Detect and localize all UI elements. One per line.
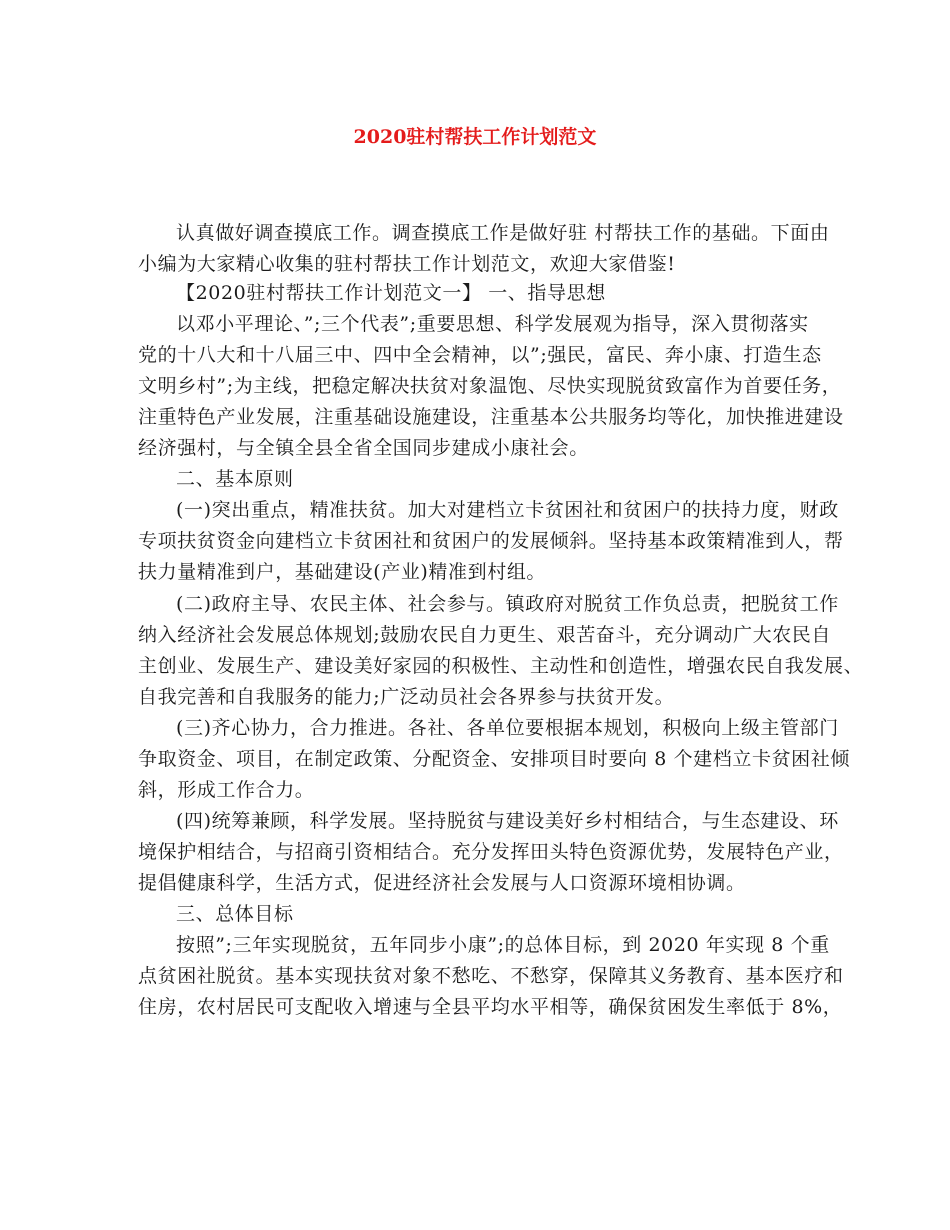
paragraph-line: 扶力量精准到户，基础建设(产业)精准到村组。 (138, 561, 547, 583)
paragraph-line: 提倡健康科学，生活方式，促进经济社会发展与人口资源环境相协调。 (138, 872, 746, 894)
paragraph-first-line: (一)突出重点，精准扶贫。加大对建档立卡贫困社和贫困户的扶持力度，财政 (176, 499, 839, 521)
paragraph-line: 经济强村，与全镇全县全省全国同步建成小康社会。 (138, 437, 589, 459)
paragraph-line: 斜，形成工作合力。 (138, 779, 315, 801)
paragraph-line: 住房，农村居民可支配收入增速与全县平均水平相等，确保贫困发生率低于 8%， (138, 996, 843, 1018)
paragraph-line: 小编为大家精心收集的驻村帮扶工作计划范文，欢迎大家借鉴! (138, 253, 676, 275)
paragraph-first-line: (四)统筹兼顾，科学发展。坚持脱贫与建设美好乡村相结合，与生态建设、环 (176, 810, 839, 832)
document-title: 2020驻村帮扶工作计划范文 (353, 126, 597, 148)
paragraph-first-line: 认真做好调查摸底工作。调查摸底工作是做好驻 村帮扶工作的基础。下面由 (176, 222, 830, 244)
paragraph-line: 专项扶贫资金向建档立卡贫困社和贫困户的发展倾斜。坚持基本政策精准到人，帮 (138, 530, 844, 552)
paragraph-line: 境保护相结合，与招商引资相结合。充分发挥田头特色资源优势，发展特色产业， (138, 841, 844, 863)
paragraph-line: 注重特色产业发展，注重基础设施建设，注重基本公共服务均等化，加快推进建设 (138, 406, 844, 428)
paragraph-line: 党的十八大和十八届三中、四中全会精神，以”;强民，富民、奔小康、打造生态 (138, 344, 822, 366)
paragraph-line: 自我完善和自我服务的能力;广泛动员社会各界参与扶贫开发。 (138, 686, 675, 708)
paragraph-first-line: (三)齐心协力，合力推进。各社、各单位要根据本规划，积极向上级主管部门 (176, 717, 839, 739)
paragraph-first-line: 以邓小平理论、”;三个代表”;重要思想、科学发展观为指导，深入贯彻落实 (176, 313, 809, 335)
paragraph-first-line: 二、基本原则 (176, 468, 294, 490)
paragraph-line: 主创业、发展生产、建设美好家园的积极性、主动性和创造性，增强农民自我发展、 (138, 655, 864, 677)
paragraph-first-line: 按照”;三年实现脱贫，五年同步小康”;的总体目标，到 2020 年实现 8 个重 (176, 934, 830, 956)
paragraph-line: 争取资金、项目，在制定政策、分配资金、安排项目时要向 8 个建档立卡贫困社倾 (138, 748, 850, 770)
paragraph-first-line: (二)政府主导、农民主体、社会参与。镇政府对脱贫工作负总责，把脱贫工作 (176, 593, 839, 615)
paragraph-first-line: 三、总体目标 (176, 903, 294, 925)
paragraph-line: 点贫困社脱贫。基本实现扶贫对象不愁吃、不愁穿，保障其义务教育、基本医疗和 (138, 965, 844, 987)
paragraph-line: 文明乡村”;为主线，把稳定解决扶贫对象温饱、尽快实现脱贫致富作为首要任务， (138, 375, 842, 397)
paragraph-line: 纳入经济社会发展总体规划;鼓励农民自力更生、艰苦奋斗，充分调动广大农民自 (138, 624, 832, 646)
paragraph-first-line: 【2020驻村帮扶工作计划范文一】 一、指导思想 (176, 282, 606, 304)
